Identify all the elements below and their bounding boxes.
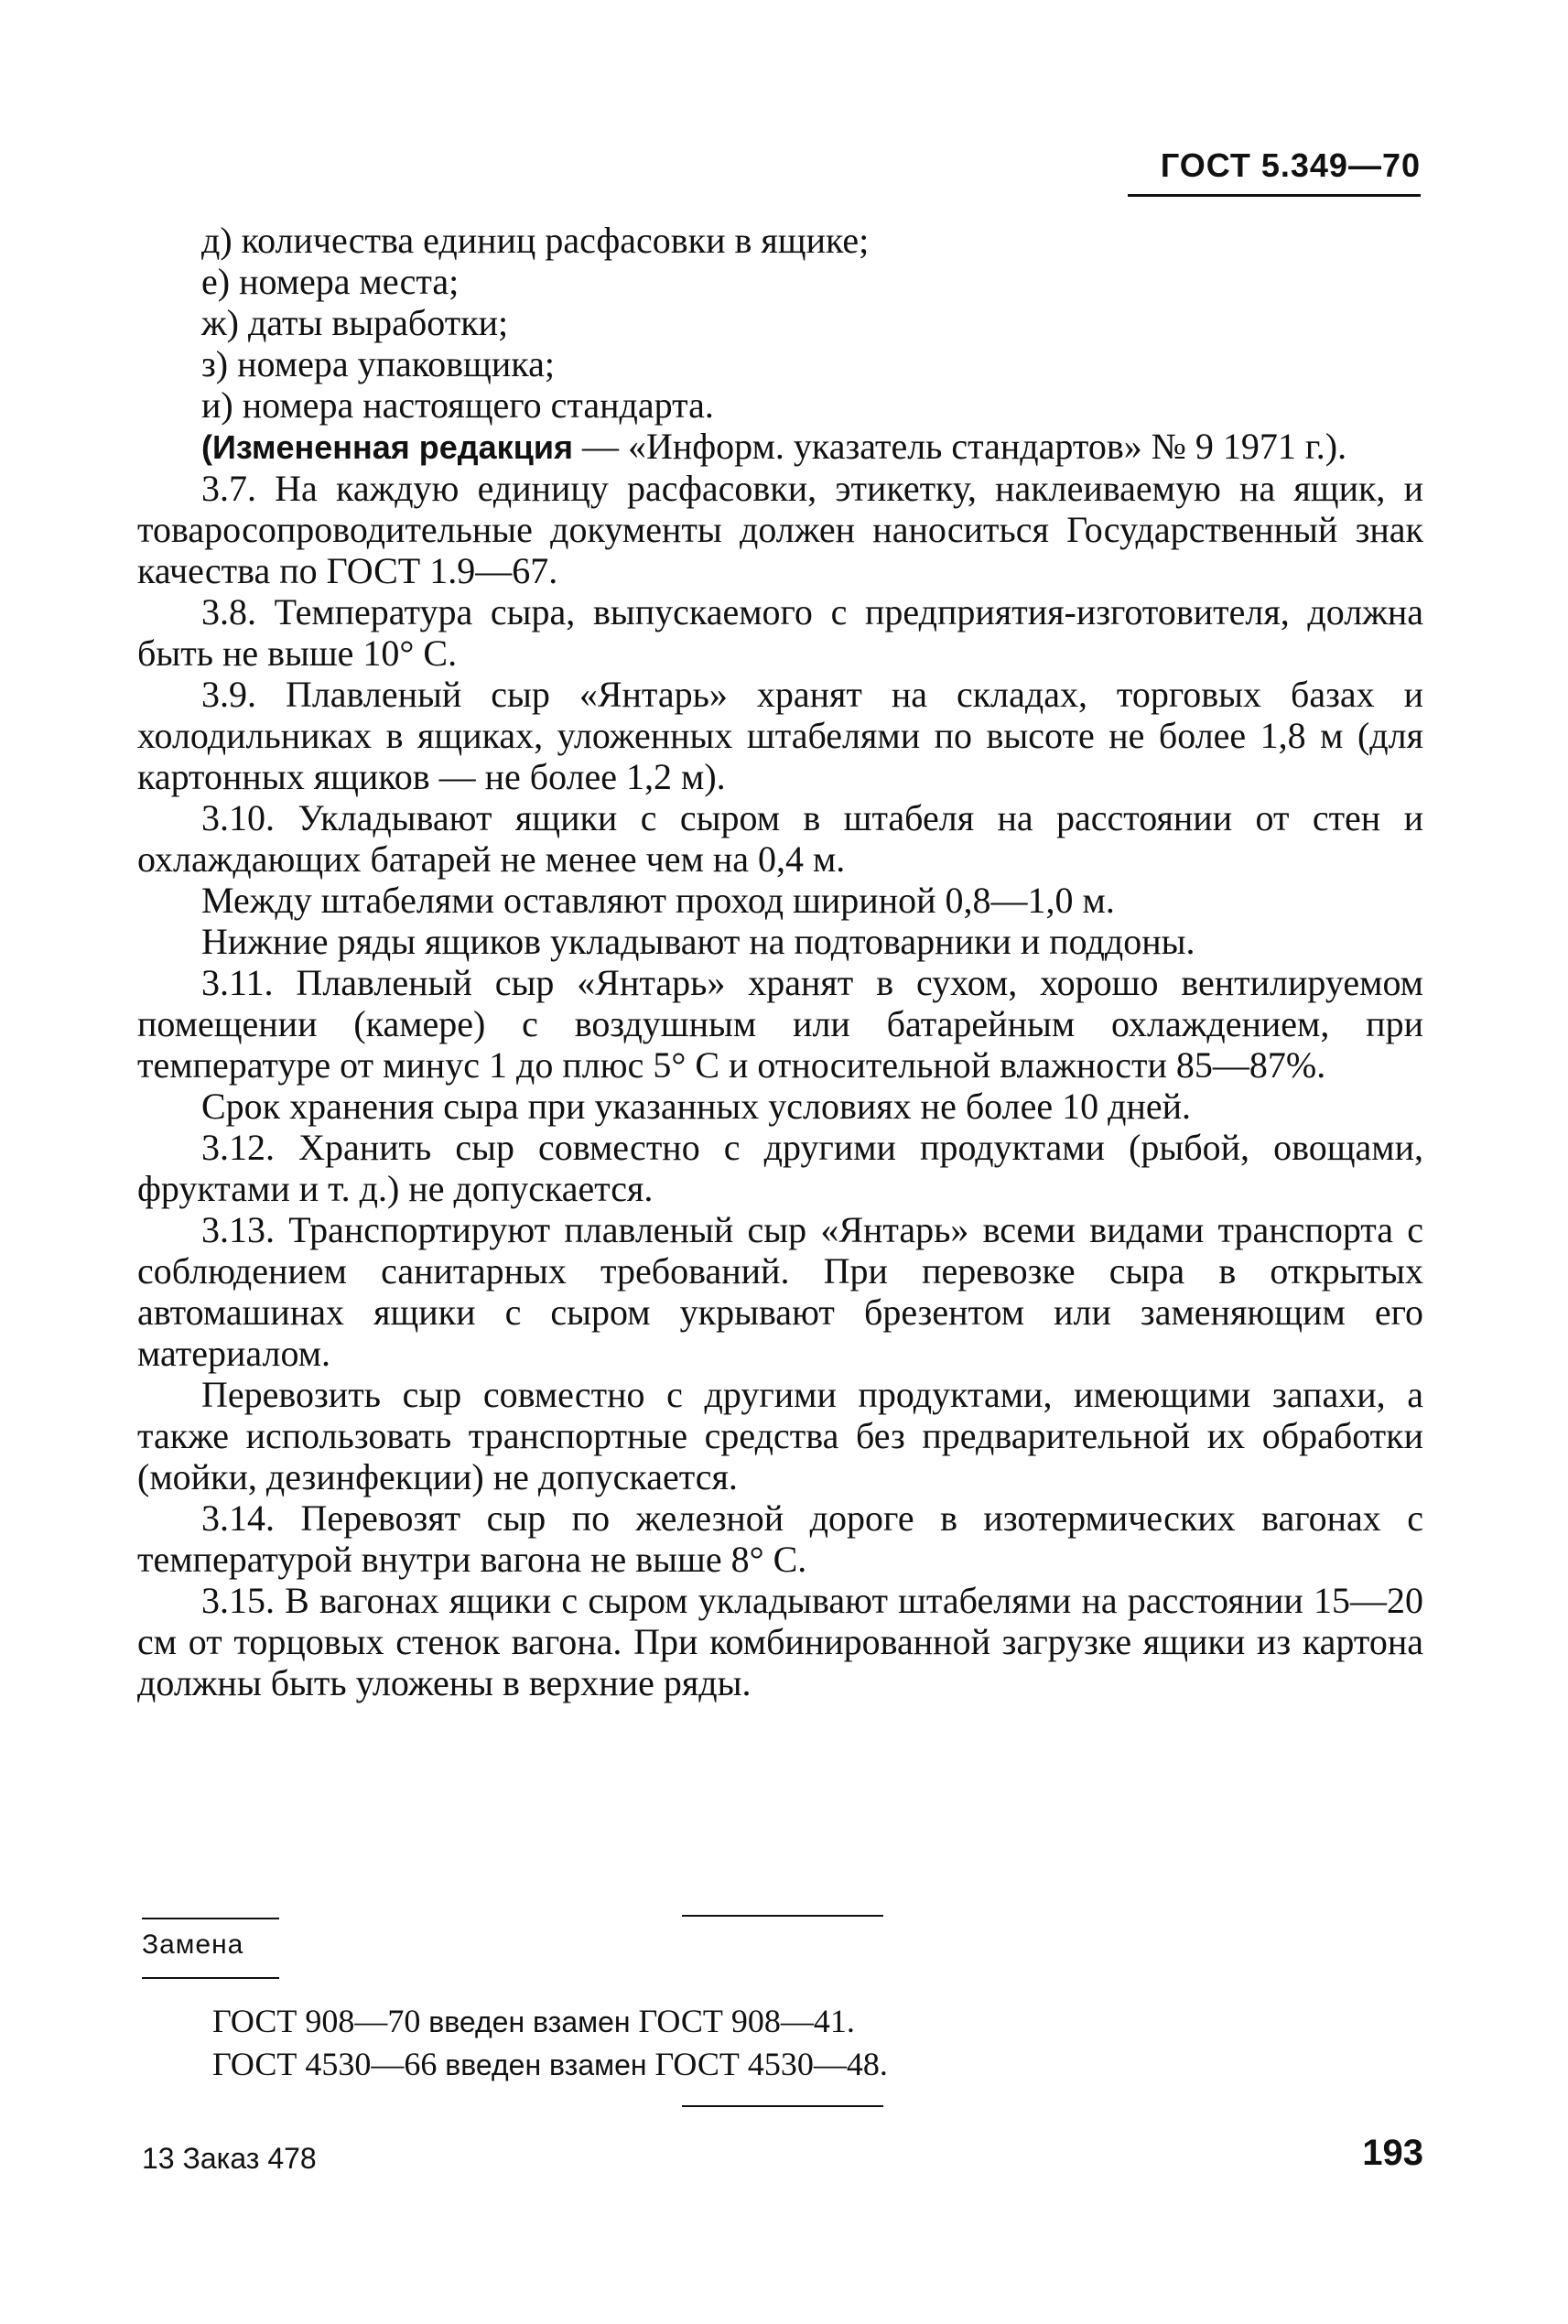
footnote-line: ГОСТ 908—70 введен взамен ГОСТ 908—41. <box>212 2003 855 2039</box>
paragraph-shelf-life: Срок хранения сыра при указанных условиях не более 10 дней. <box>201 1086 1192 1127</box>
footnote-title: Замена <box>142 1929 244 1960</box>
paragraph-3-11: 3.11. Плавленый сыр «Янтарь» хранят в сухом, хорошо вентилируемом помещении (камере) с воздушным или батарейным охлаждением, при температуре от минус 1 до плюс 5° С и относительной влажности 85—87%. <box>137 962 1423 1086</box>
list-item: е) номера места; <box>201 261 460 302</box>
list-item: ж) даты выработки; <box>201 302 509 343</box>
page-number: 193 <box>1362 2133 1423 2173</box>
paragraph-transport: Перевозить сыр совместно с другими продуктами, имеющими запахи, а также использовать транспортные средства без предварительной их обработки (мойки, дезинфекции) не допускается. <box>137 1374 1423 1497</box>
list-item: з) номера упаковщика; <box>201 343 555 384</box>
paragraph-passage: Между штабелями оставляют проход шириной 0,8—1,0 м. <box>201 880 1115 921</box>
amendment-note <box>137 426 1423 468</box>
paragraph-3-13: 3.13. Транспортируют плавленый сыр «Янтарь» всеми видами транспорта с соблюдением санитарных требований. При перевозке сыра в открытых автомашинах ящики с сыром укрывают брезентом или заменяющим его материалом. <box>137 1209 1423 1374</box>
list-item: д) количества единиц расфасовки в ящике; <box>201 220 870 261</box>
footnote <box>212 2000 888 2086</box>
paragraph-3-7: 3.7. На каждую единицу расфасовки, этикетку, наклеиваемую на ящик, и товаросопроводительные документы должен наноситься Государственный знак качества по ГОСТ 1.9—67. <box>137 468 1423 591</box>
separator-rule-top <box>682 1915 883 1917</box>
footnote-rule-top-left <box>142 1918 279 1919</box>
order-number: 13 Заказ 478 <box>142 2142 317 2175</box>
amendment-bold: (Измененная редакция <box>201 428 573 466</box>
paragraph-3-8: 3.8. Температура сыра, выпускаемого с предприятия-изготовителя, должна быть не выше 10° С. <box>137 591 1423 674</box>
list-item: и) номера настоящего стандарта. <box>201 384 714 426</box>
paragraph-3-14: 3.14. Перевозят сыр по железной дороге в изотермических вагонах с температурой внутри вагона не выше 8° С. <box>137 1497 1423 1580</box>
separator-rule-bottom <box>682 2105 883 2107</box>
footnote-rule-under-title <box>142 1977 279 1979</box>
header-rule <box>1128 194 1421 197</box>
paragraph-lower-rows: Нижние ряды ящиков укладывают на подтоварники и поддоны. <box>201 921 1195 962</box>
footnote-line: ГОСТ 4530—66 введен взамен ГОСТ 4530—48. <box>212 2046 888 2082</box>
amendment-rest: — «Информ. указатель стандартов» № 9 1971 г.). <box>572 426 1347 467</box>
paragraph-3-12: 3.12. Хранить сыр совместно с другими продуктами (рыбой, овощами, фруктами и т. д.) не допускается. <box>137 1127 1423 1209</box>
paragraph-3-10: 3.10. Укладывают ящики с сыром в штабеля на расстоянии от стен и охлаждающих батарей не менее чем на 0,4 м. <box>137 797 1423 880</box>
paragraph-3-9: 3.9. Плавленый сыр «Янтарь» хранят на складах, торговых базах и холодильниках в ящиках, уложенных штабелями по высоте не более 1,8 м (для картонных ящиков — не более 1,2 м). <box>137 674 1423 797</box>
paragraph-3-15: 3.15. В вагонах ящики с сыром укладывают штабелями на расстоянии 15—20 см от торцовых стенок вагона. При комбинированной загрузке ящики из картона должны быть уложены в верхние ряды. <box>137 1580 1423 1703</box>
document-header: ГОСТ 5.349—70 <box>1160 146 1421 184</box>
document-body <box>137 220 1423 1703</box>
